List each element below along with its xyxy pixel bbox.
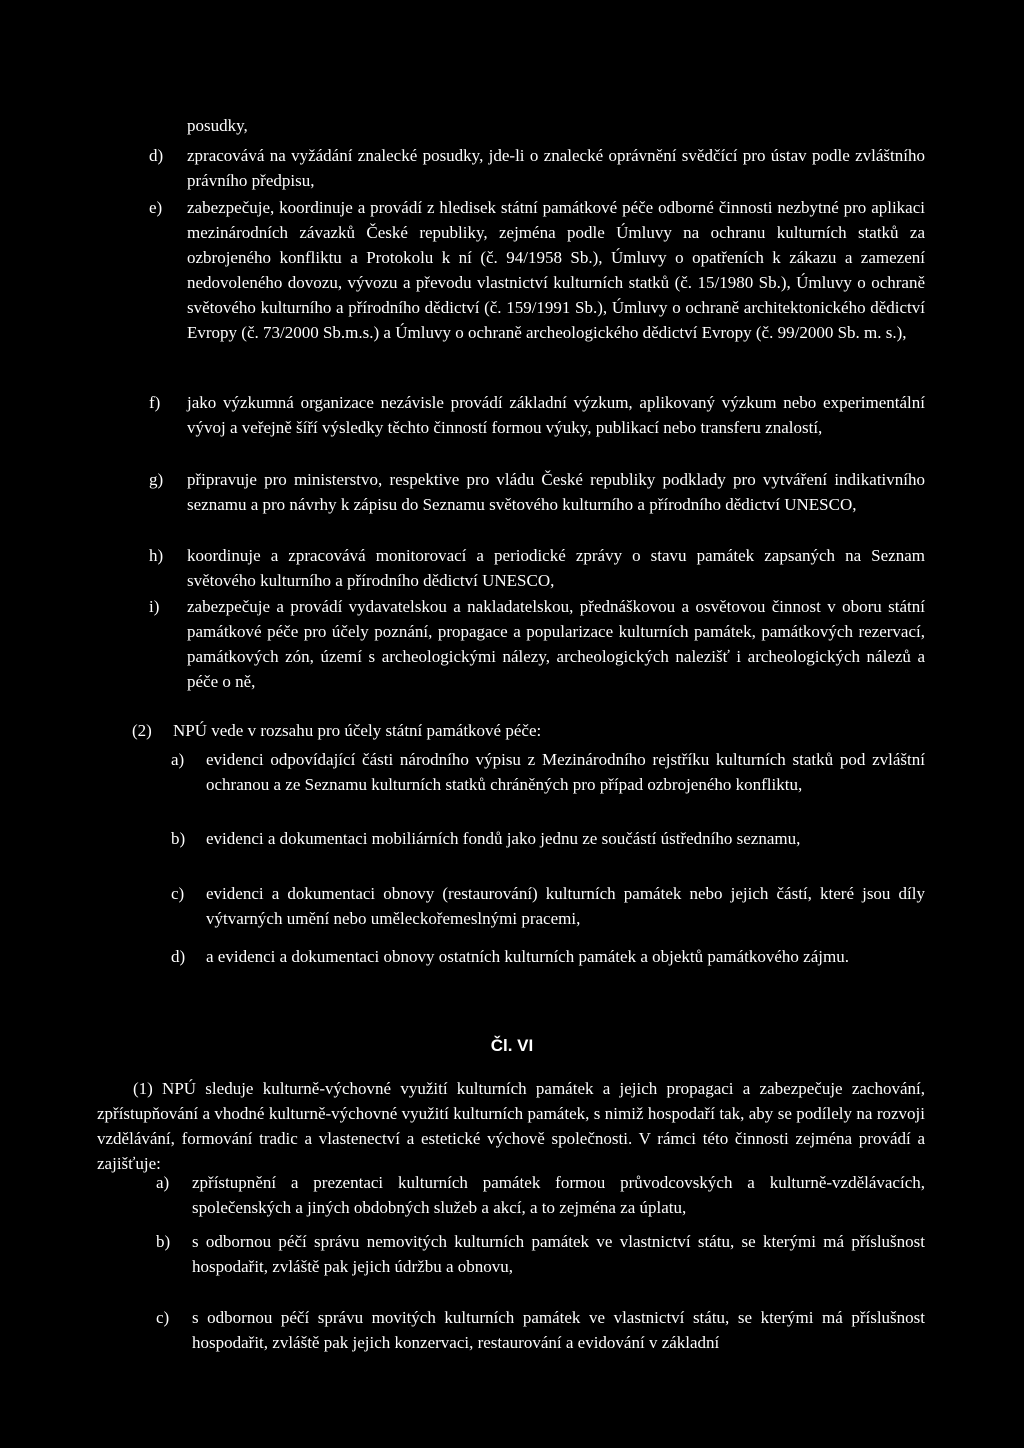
list-item-e	[149, 195, 925, 345]
list-label: a)	[156, 1173, 170, 1192]
list-text: jako výzkumná organizace nezávisle provádí základní výzkum, aplikovaný výzkum nebo experimentální vývoj a veřejně šíří výsledky těchto činností formou výuky, publikací nebo transferu znalostí,	[187, 393, 925, 437]
list-label: h)	[149, 546, 164, 565]
list-label: b)	[171, 829, 186, 848]
list-item-c	[171, 881, 925, 931]
list-item-c-3	[156, 1305, 925, 1355]
list-label: c)	[171, 884, 185, 903]
continuation-text: posudky,	[187, 116, 248, 135]
list-text: zabezpečuje a provádí vydavatelskou a nakladatelskou, přednáškovou a osvětovou činnost v oboru státní památkové péče pro účely poznání, propagace a popularizace kulturních památek, památkových rezervací, památkových zón, území s archeologickými nálezy, archeologických nalezišť i archeologických nálezů a péče o ně,	[187, 597, 925, 691]
list-label: e)	[149, 198, 163, 217]
list-item-h	[149, 543, 925, 593]
list-text: zabezpečuje, koordinuje a provádí z hledisek státní památkové péče odborné činnosti nezbytné pro aplikaci mezinárodních závazků České republiky, zejména podle Úmluvy na ochranu kulturních statků za ozbrojeného konfliktu a Protokolu k ní (č. 94/1958 Sb.), Úmluvy o opatřeních k zákazu a zamezení nedovoleného dovozu, vývozu a převodu vlastnictví kulturních statků (č. 15/1980 Sb.), Úmluvy o ochraně světového kulturního a přírodního dědictví (č. 159/1991 Sb.), Úmluvy o ochraně architektonického dědictví Evropy (č. 73/2000 Sb.m.s.) a Úmluvy o ochraně archeologického dědictví Evropy (č. 99/2000 Sb. m. s.),	[187, 198, 925, 342]
list-item-d-2	[171, 944, 925, 969]
list-text: evidenci a dokumentaci obnovy (restaurování) kulturních památek nebo jejich částí, které jsou díly výtvarných umění nebo uměleckořemeslnými pracemi,	[206, 884, 925, 928]
list-label: b)	[156, 1232, 171, 1251]
list-text: a evidenci a dokumentaci obnovy ostatních kulturních památek a objektů památkového zájmu.	[206, 947, 849, 966]
list-item-a	[171, 747, 925, 797]
list-text: evidenci a dokumentaci mobiliárních fondů jako jednu ze součástí ústředního seznamu,	[206, 829, 801, 848]
list-item-i	[149, 594, 925, 694]
list-label: g)	[149, 470, 164, 489]
list-item-d	[149, 143, 925, 193]
list-label: a)	[171, 750, 185, 769]
list-label: d)	[171, 947, 186, 966]
list-text: s odbornou péčí správu nemovitých kulturních památek ve vlastnictví státu, se kterými má příslušnost hospodařit, zvláště pak jejich údržbu a obnovu,	[192, 1232, 925, 1276]
list-item-b-3	[156, 1229, 925, 1279]
list-item-a-3	[156, 1170, 925, 1220]
list-text: koordinuje a zpracovává monitorovací a periodické zprávy o stavu památek zapsaných na Seznam světového kulturního a přírodního dědictví UNESCO,	[187, 546, 925, 590]
list-text: připravuje pro ministerstvo, respektive pro vládu České republiky podklady pro vytváření indikativního seznamu a pro návrhy k zápisu do Seznamu světového kulturního a přírodního dědictví UNESCO,	[187, 470, 925, 514]
article-heading: Čl. VI	[490, 1036, 534, 1055]
list-text: zpřístupnění a prezentaci kulturních památek formou průvodcovských a kulturně-vzdělávacích, společenských a jiných obdobných služeb a akcí, a to zejména za úplatu,	[192, 1173, 925, 1217]
list-item-g	[149, 467, 925, 517]
list-text: evidenci odpovídající části národního výpisu z Mezinárodního rejstříku kulturních statků pod zvláštní ochranou a ze Seznamu kulturních statků chráněných pro případ ozbrojeného konfliktu,	[206, 750, 925, 794]
paragraph-text: NPÚ vede v rozsahu pro účely státní památkové péče:	[173, 721, 542, 740]
list-label: f)	[149, 393, 161, 412]
article-paragraph-1: (1) NPÚ sleduje kulturně-výchovné využití kulturních památek a jejich propagaci a zabezpečuje zachování, zpřístupňování a vhodné kulturně-výchovné využití kulturních památek, s nimiž hospodaří tak, aby se podílely na rozvoji vzdělávání, formování tradic a vlastenectví a estetické výchově společnosti. V rámci této činnosti zejména provádí a zajišťuje:	[97, 1079, 925, 1173]
list-label: i)	[149, 597, 160, 616]
paragraph-2	[132, 718, 925, 743]
paragraph-number: (2)	[132, 721, 152, 740]
list-text: zpracovává na vyžádání znalecké posudky, jde-li o znalecké oprávnění svědčící pro ústav podle zvláštního právního předpisu,	[187, 146, 925, 190]
list-label: c)	[156, 1308, 170, 1327]
list-item-f	[149, 390, 925, 440]
list-item-b	[171, 826, 925, 851]
list-label: d)	[149, 146, 164, 165]
list-text: s odbornou péčí správu movitých kulturních památek ve vlastnictví státu, se kterými má příslušnost hospodařit, zvláště pak jejich konzervaci, restaurování a evidování v základní	[192, 1308, 925, 1352]
